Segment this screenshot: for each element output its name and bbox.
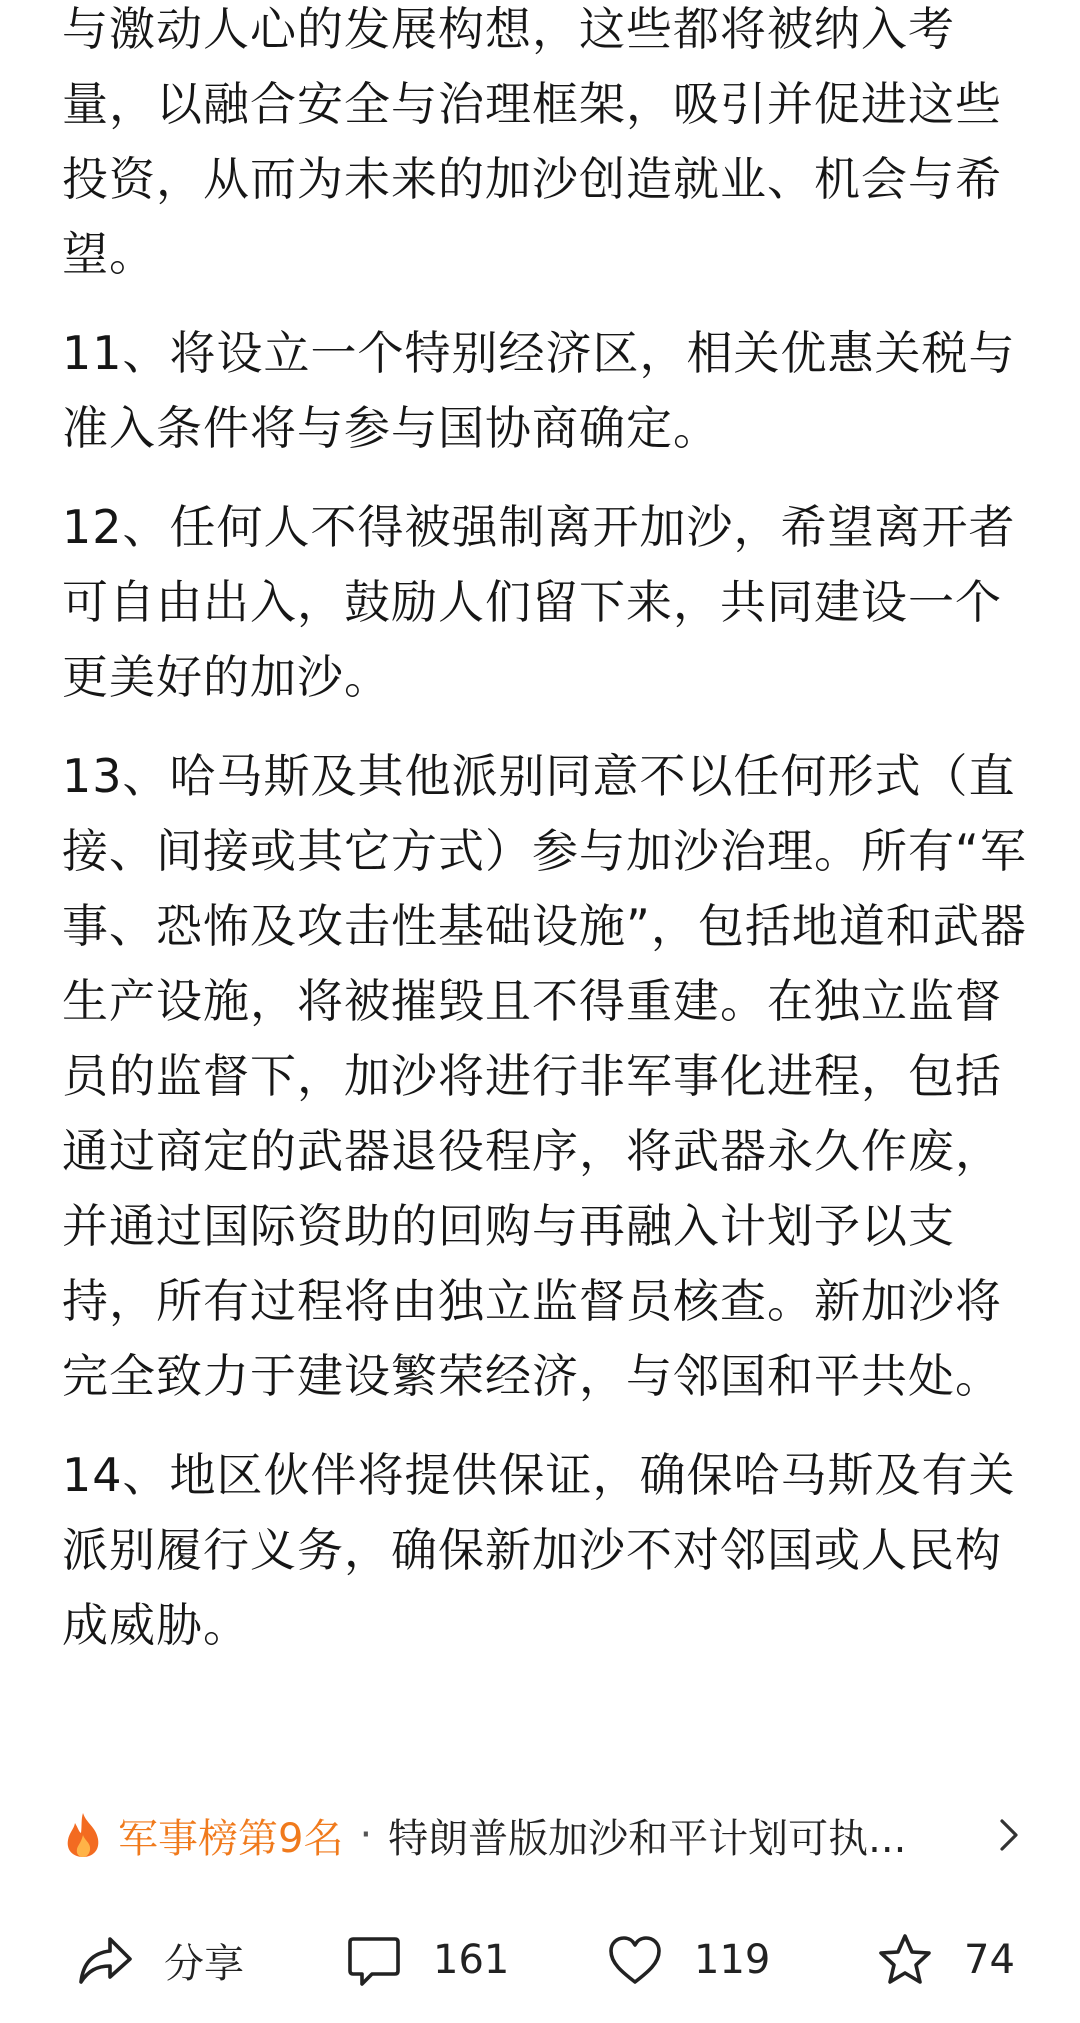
favorite-count: 74 xyxy=(964,1937,1015,1983)
comment-count: 161 xyxy=(433,1937,510,1983)
article-paragraph: 与激动人心的发展构想，这些都将被纳入考量，以融合安全与治理框架，吸引并促进这些投资，从而为未来的加沙创造就业、机会与希望。 xyxy=(62,2,1002,281)
ranking-separator: · xyxy=(359,1812,373,1858)
comment-button[interactable] xyxy=(345,1920,509,2000)
ranking-link[interactable] xyxy=(62,1800,1022,1870)
action-bar xyxy=(0,1920,1080,2000)
article-paragraph: 13、哈马斯及其他派别同意不以任何形式（直接、间接或其它方式）参与加沙治理。所有“军事、恐怖及攻击性基础设施”，包括地道和武器生产设施，将被摧毁且不得重建。在独立监督员的监督下，加沙将进行非军事化进程，包括通过商定的武器退役程序，将武器永久作废，并通过国际资助的回购与再融入计划予以支持，所有过程将由独立监督员核查。新加沙将完全致力于建设繁荣经济，与邻国和平共处。 xyxy=(62,749,1027,1403)
heart-icon xyxy=(606,1931,664,1989)
comment-icon xyxy=(345,1931,403,1989)
like-button[interactable] xyxy=(606,1920,770,2000)
share-button[interactable] xyxy=(76,1920,244,2000)
star-icon xyxy=(876,1931,934,1989)
chevron-right-icon xyxy=(996,1815,1022,1855)
article-paragraph: 12、任何人不得被强制离开加沙，希望离开者可自由出入，鼓励人们留下来，共同建设一个更美好的加沙。 xyxy=(62,500,1016,704)
favorite-button[interactable] xyxy=(876,1920,1015,2000)
ranking-label: 军事榜第9名 xyxy=(118,1815,344,1862)
ranking-title: 特朗普版加沙和平计划可执... xyxy=(388,1815,907,1862)
share-icon xyxy=(76,1931,134,1989)
article-body xyxy=(62,0,1042,1687)
share-label: 分享 xyxy=(164,1940,244,1987)
article-paragraph: 14、地区伙伴将提供保证，确保哈马斯及有关派别履行义务，确保新加沙不对邻国或人民构成威胁。 xyxy=(62,1448,1016,1652)
flame-icon xyxy=(62,1811,104,1859)
like-count: 119 xyxy=(694,1937,771,1983)
article-paragraph: 11、将设立一个特别经济区，相关优惠关税与准入条件将与参与国协商确定。 xyxy=(62,326,1016,455)
